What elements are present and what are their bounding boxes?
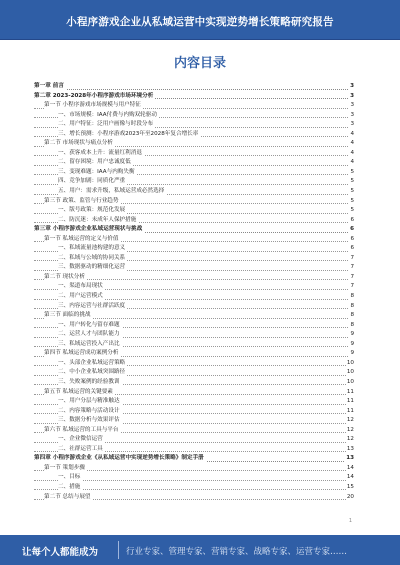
toc-entry[interactable]	[34, 464, 354, 474]
toc-entry-title: 二、用户特征：泛用户画像与时段分布	[58, 120, 155, 130]
toc-heading: 内容目录	[173, 56, 226, 71]
toc-entry-title: 三、增长预测：小程序游戏2023年至2028年复合增长率	[58, 130, 200, 140]
toc-entry[interactable]	[34, 139, 354, 149]
toc-entry-title: 二、用户运营模式	[58, 292, 105, 302]
footer-roles: 行业专家、管理专家、营销专家、战略专家、运营专家……	[126, 547, 348, 557]
toc-entry[interactable]	[34, 407, 354, 417]
toc-entry-page: 12	[346, 426, 354, 436]
toc-entry-title: 第四节 私域运营成功案例分析	[44, 349, 121, 359]
toc-entry-page: 4	[349, 139, 354, 149]
toc-entry-title: 第二节 总结与展望	[44, 493, 93, 503]
toc-entry-title: 第二章 2023-2028年小程序游戏市场环境分析	[34, 92, 155, 102]
toc-entry-title: 三、数据驱动的精细化运营	[58, 263, 127, 273]
toc-entry[interactable]	[34, 388, 354, 398]
toc-entry-page: 3	[349, 92, 354, 102]
toc-entry-page: 7	[349, 263, 354, 273]
toc-entry[interactable]	[34, 244, 354, 254]
toc-entry-title: 二、留存困境：用户忠诚度低	[58, 158, 133, 168]
toc-entry-title: 三、私域运营投入产出比	[58, 340, 122, 350]
toc-entry-page: 15	[346, 483, 354, 493]
toc-entry-title: 四、竞争加剧：同质化严重	[58, 177, 127, 187]
toc-entry-title: 二、防沉迷：未成年人保护措施	[58, 216, 138, 226]
toc-entry-page: 8	[349, 321, 354, 331]
toc-entry[interactable]	[34, 302, 354, 312]
toc-entry[interactable]	[34, 321, 354, 331]
toc-entry-page: 14	[346, 464, 354, 474]
toc-entry[interactable]	[34, 216, 354, 226]
toc-entry-title: 第二节 市场现状与痛点分析	[44, 139, 115, 149]
toc-entry[interactable]	[34, 483, 354, 493]
toc-entry-page: 11	[346, 407, 354, 417]
page-number: 1	[348, 518, 352, 524]
toc-entry-title: 一、用户分层与精准触达	[58, 397, 122, 407]
toc-entry-title: 第一章 前言	[34, 82, 66, 92]
toc-entry[interactable]	[34, 359, 354, 369]
toc-entry-title: 一、企业微信运营	[58, 435, 105, 445]
toc-entry[interactable]	[34, 254, 354, 264]
toc-entry-title: 第一节 策划步骤	[44, 464, 87, 474]
toc-entry-title: 第四章 小程序游戏企业《从私域运营中实现逆势增长策略》制定手册	[34, 454, 206, 464]
toc-entry-title: 第三章 小程序游戏企业私域运营现状与挑战	[34, 225, 144, 235]
toc-entry-title: 一、渠道布局现状	[58, 282, 105, 292]
toc-entry[interactable]	[34, 177, 354, 187]
toc-entry-page: 3	[349, 101, 354, 111]
toc-leader-dots	[34, 89, 348, 90]
toc-entry-title: 三、内容运营与社群活跃度	[58, 302, 127, 312]
toc-entry-title: 第六节 私域运营的工具与平台	[44, 426, 121, 436]
toc-entry-title: 三、数据分析与效果评估	[58, 416, 122, 426]
toc-entry[interactable]	[34, 378, 354, 388]
toc-entry-page: 13	[346, 445, 354, 455]
toc-entry[interactable]	[34, 187, 354, 197]
toc-entry-page: 10	[346, 359, 354, 369]
toc-entry[interactable]	[34, 263, 354, 273]
toc-entry-title: 第三节 面临的挑战	[44, 311, 93, 321]
toc-entry-title: 一、获客成本上升：流量红利消退	[58, 149, 144, 159]
toc-entry-page: 9	[349, 349, 354, 359]
toc-entry[interactable]	[34, 493, 354, 503]
toc-entry-title: 一、市场规模：IAA付费与内购双轮驱动	[58, 111, 159, 121]
toc-entry[interactable]	[34, 330, 354, 340]
toc-entry-title: 三、变现难题：IAA与内购失衡	[58, 168, 137, 178]
toc-entry-title: 一、版号政策：规范化发展	[58, 206, 127, 216]
toc-entry-title: 一、目标	[58, 473, 82, 483]
toc-entry[interactable]	[34, 101, 354, 111]
toc-entry-title: 第二节 现状分析	[44, 273, 87, 283]
toc-entry[interactable]	[34, 435, 354, 445]
toc-entry[interactable]	[34, 197, 354, 207]
toc-entry[interactable]	[34, 158, 354, 168]
toc-entry[interactable]	[34, 416, 354, 426]
table-of-contents	[34, 82, 354, 502]
toc-entry-title: 第五节 私域运营的关键要素	[44, 388, 115, 398]
toc-entry[interactable]	[34, 340, 354, 350]
toc-entry[interactable]	[34, 368, 354, 378]
toc-entry-title: 二、私域与公域的协同关系	[58, 254, 127, 264]
toc-entry-page: 4	[349, 158, 354, 168]
toc-entry[interactable]	[34, 120, 354, 130]
toc-entry-page: 9	[349, 330, 354, 340]
toc-entry[interactable]	[34, 292, 354, 302]
toc-entry-title: 二、内容策略与活动设计	[58, 407, 122, 417]
toc-entry[interactable]	[34, 82, 354, 92]
toc-entry-page: 8	[349, 292, 354, 302]
toc-entry-title: 二、措施	[58, 483, 82, 493]
toc-entry-page: 3	[349, 82, 354, 92]
toc-entry[interactable]	[34, 349, 354, 359]
toc-entry-page: 5	[349, 177, 354, 187]
toc-entry[interactable]	[34, 149, 354, 159]
toc-entry[interactable]	[34, 454, 354, 464]
toc-entry-page: 7	[349, 254, 354, 264]
toc-entry[interactable]	[34, 235, 354, 245]
toc-entry-page: 5	[349, 168, 354, 178]
toc-entry-page: 8	[349, 302, 354, 312]
toc-entry-title: 三、失败案例的经验教训	[58, 378, 122, 388]
toc-entry-page: 5	[349, 197, 354, 207]
page-header	[0, 0, 400, 40]
toc-entry-page: 20	[346, 493, 354, 503]
toc-entry-title: 五、用户：需求升级，私域运营成必然选择	[58, 187, 166, 197]
toc-entry-page: 6	[349, 235, 354, 245]
toc-entry-title: 第三节 政策、监管与行业趋势	[44, 197, 121, 207]
toc-entry[interactable]	[34, 473, 354, 483]
toc-entry[interactable]	[34, 311, 354, 321]
toc-entry-page: 5	[349, 187, 354, 197]
toc-entry-page: 3	[349, 111, 354, 121]
toc-entry-page: 4	[349, 130, 354, 140]
toc-entry-page: 5	[349, 206, 354, 216]
toc-entry[interactable]	[34, 426, 354, 436]
toc-entry[interactable]	[34, 282, 354, 292]
toc-entry-title: 一、头部企业私域运营策略	[58, 359, 127, 369]
toc-entry-page: 4	[349, 149, 354, 159]
toc-entry-page: 10	[346, 378, 354, 388]
report-title: 小程序游戏企业从私域运营中实现逆势增长策略研究报告	[66, 16, 334, 28]
toc-entry[interactable]	[34, 130, 354, 140]
toc-entry-page: 3	[349, 120, 354, 130]
toc-entry-page: 12	[346, 435, 354, 445]
toc-entry[interactable]	[34, 206, 354, 216]
toc-entry-page: 11	[346, 388, 354, 398]
footer-slogan: 让每个人都能成为	[22, 547, 99, 558]
toc-entry[interactable]	[34, 111, 354, 121]
toc-entry-page: 8	[349, 311, 354, 321]
toc-entry[interactable]	[34, 225, 354, 235]
toc-entry-page: 13	[345, 454, 354, 464]
toc-entry-page: 11	[346, 397, 354, 407]
toc-entry-page: 7	[349, 282, 354, 292]
toc-entry-page: 14	[346, 473, 354, 483]
toc-entry-title: 第一节 私域运营的定义与价值	[44, 235, 121, 245]
toc-entry-title: 一、用户转化与留存难题	[58, 321, 122, 331]
toc-entry-page: 6	[349, 225, 354, 235]
toc-entry-page: 6	[349, 216, 354, 226]
page-footer	[0, 535, 400, 565]
toc-entry-page: 10	[346, 368, 354, 378]
toc-entry-page: 9	[349, 340, 354, 350]
footer-divider	[118, 541, 119, 559]
toc-entry[interactable]	[34, 92, 354, 102]
toc-entry-page: 7	[349, 273, 354, 283]
toc-entry[interactable]	[34, 397, 354, 407]
toc-entry-page: 6	[349, 244, 354, 254]
toc-entry[interactable]	[34, 168, 354, 178]
toc-entry-title: 二、中小企业私域突围路径	[58, 368, 127, 378]
toc-entry-page: 12	[346, 416, 354, 426]
toc-entry-title: 二、运营人才与团队能力	[58, 330, 122, 340]
toc-entry-title: 一、私域流量池构建的意义	[58, 244, 127, 254]
toc-entry[interactable]	[34, 445, 354, 455]
toc-entry[interactable]	[34, 273, 354, 283]
toc-entry-title: 二、社群运营工具	[58, 445, 105, 455]
toc-entry-title: 第一节 小程序游戏市场规模与用户特征	[44, 101, 143, 111]
